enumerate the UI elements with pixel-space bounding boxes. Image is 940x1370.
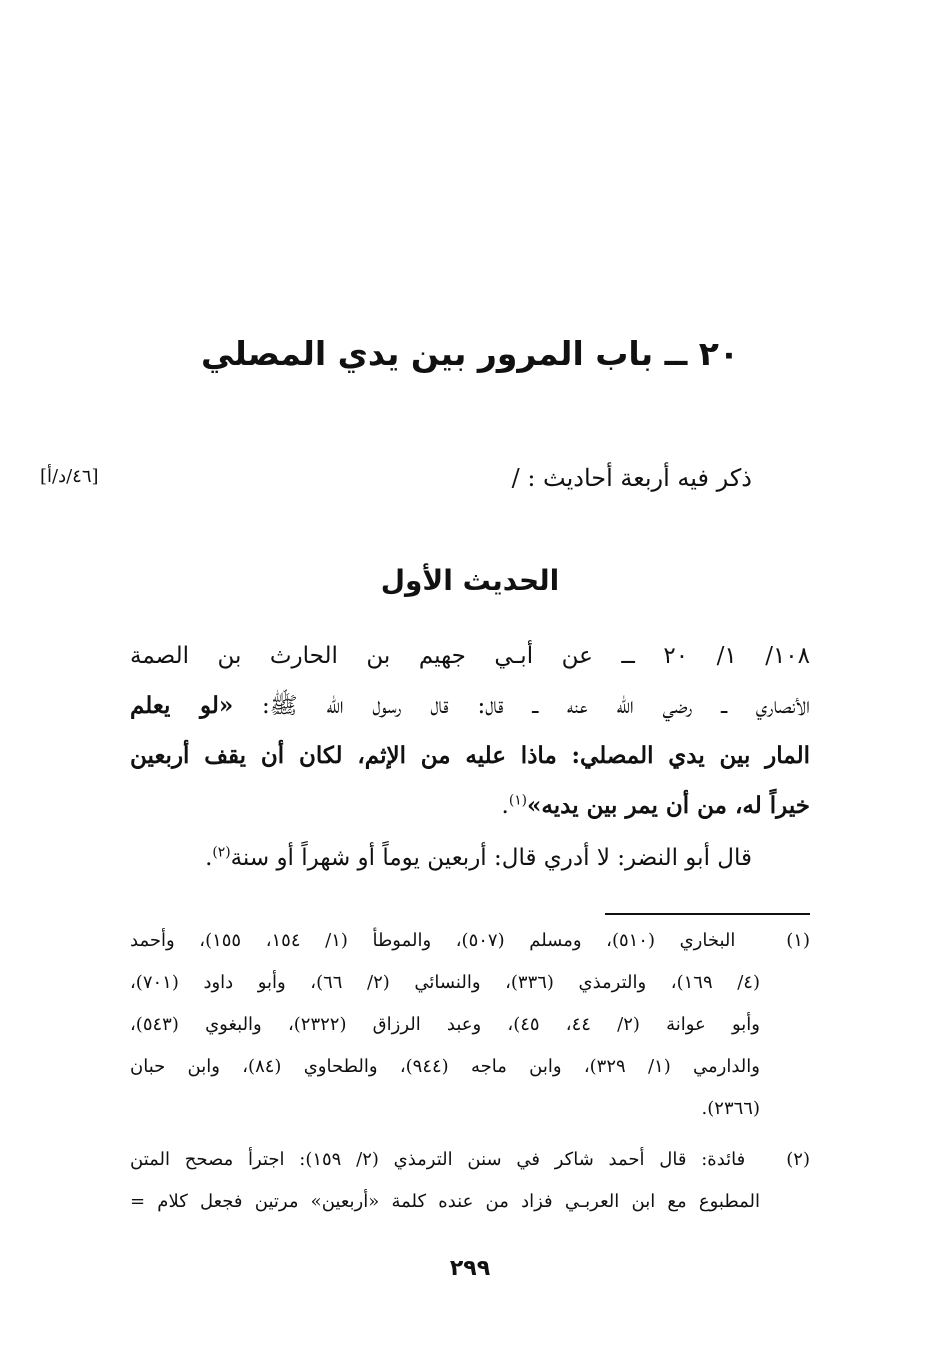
hadith-line-2-plain: الأنصاري ــ رضي الله عنه ــ قال: قال رسول الله ﷺ: xyxy=(233,693,810,719)
hadith-line-1: ١٠٨/ ١/ ٢٠ ــ عن أبـي جهيم بن الحارث بن الصمة xyxy=(130,643,811,669)
footnote-2-number: (٢) xyxy=(786,1149,810,1170)
page-number: ٢٩٩ xyxy=(449,1256,491,1281)
abu-nadr-note xyxy=(132,838,752,878)
footnote-1-line-4: والدارمي (١/ ٣٢٩)، وابن ماجه (٩٤٤)، والطحاوي (٨٤)، وابن حبان xyxy=(130,1056,760,1077)
footnote-2-text-1: فائدة: قال أحمد شاكر في سنن الترمذي (٢/ ١٥٩): اجترأ مصحح المتن xyxy=(130,1149,746,1170)
footnote-2-line-2: المطبوع مع ابن العربـي فزاد من عنده كلمة «أربعين» مرتين فجعل كلام = xyxy=(130,1191,760,1212)
footnote-1-line-1 xyxy=(130,924,810,958)
footnote-1-line-3: وأبو عوانة (٢/ ٤٤، ٤٥)، وعبد الرزاق (٢٣٢٢)، والبغوي (٥٤٣)، xyxy=(130,1014,760,1035)
hadith-line-4 xyxy=(130,786,810,826)
manuscript-reference: [٤٦/د/أ] xyxy=(40,466,99,487)
hadith-line-4-end: . xyxy=(501,793,509,819)
note-text: قال أبو النضر: لا أدري قال: أربعين يوماً أو شهراً أو سنة xyxy=(230,845,752,871)
footnote-2-line-1 xyxy=(130,1143,810,1177)
hadith-line-4-text: خيراً له، من أن يمر بين يديه» xyxy=(527,792,810,819)
section-heading: الحديث الأول xyxy=(380,564,560,597)
footnote-1-line-2: (٤/ ١٦٩)، والترمذي (٣٣٦)، والنسائي (٢/ ٦٦)، وأبو داود (٧٠١)، xyxy=(130,972,760,993)
footnote-1-line-5: (٢٣٦٦). xyxy=(701,1098,760,1119)
note-end: . xyxy=(205,845,213,871)
footnote-1-text-1: البخاري (٥١٠)، ومسلم (٥٠٧)، والموطأ (١/ ١٥٤، ١٥٥)، وأحمد xyxy=(130,930,736,951)
intro-line: ذكر فيه أربعة أحاديث : / xyxy=(511,464,752,492)
hadith-line-3: المار بين يدي المصلي: ماذا عليه من الإثم، لكان أن يقف أربعين xyxy=(130,742,810,769)
footnote-ref-1: (١) xyxy=(508,792,528,809)
footnote-divider xyxy=(605,913,810,915)
chapter-title: ٢٠ ــ باب المرور بين يدي المصلي xyxy=(200,334,740,373)
footnote-1-number: (١) xyxy=(786,930,810,951)
footnote-ref-2: (٢) xyxy=(212,844,231,861)
hadith-quote-start: «لو يعلم xyxy=(130,692,234,719)
hadith-line-2 xyxy=(130,686,810,726)
